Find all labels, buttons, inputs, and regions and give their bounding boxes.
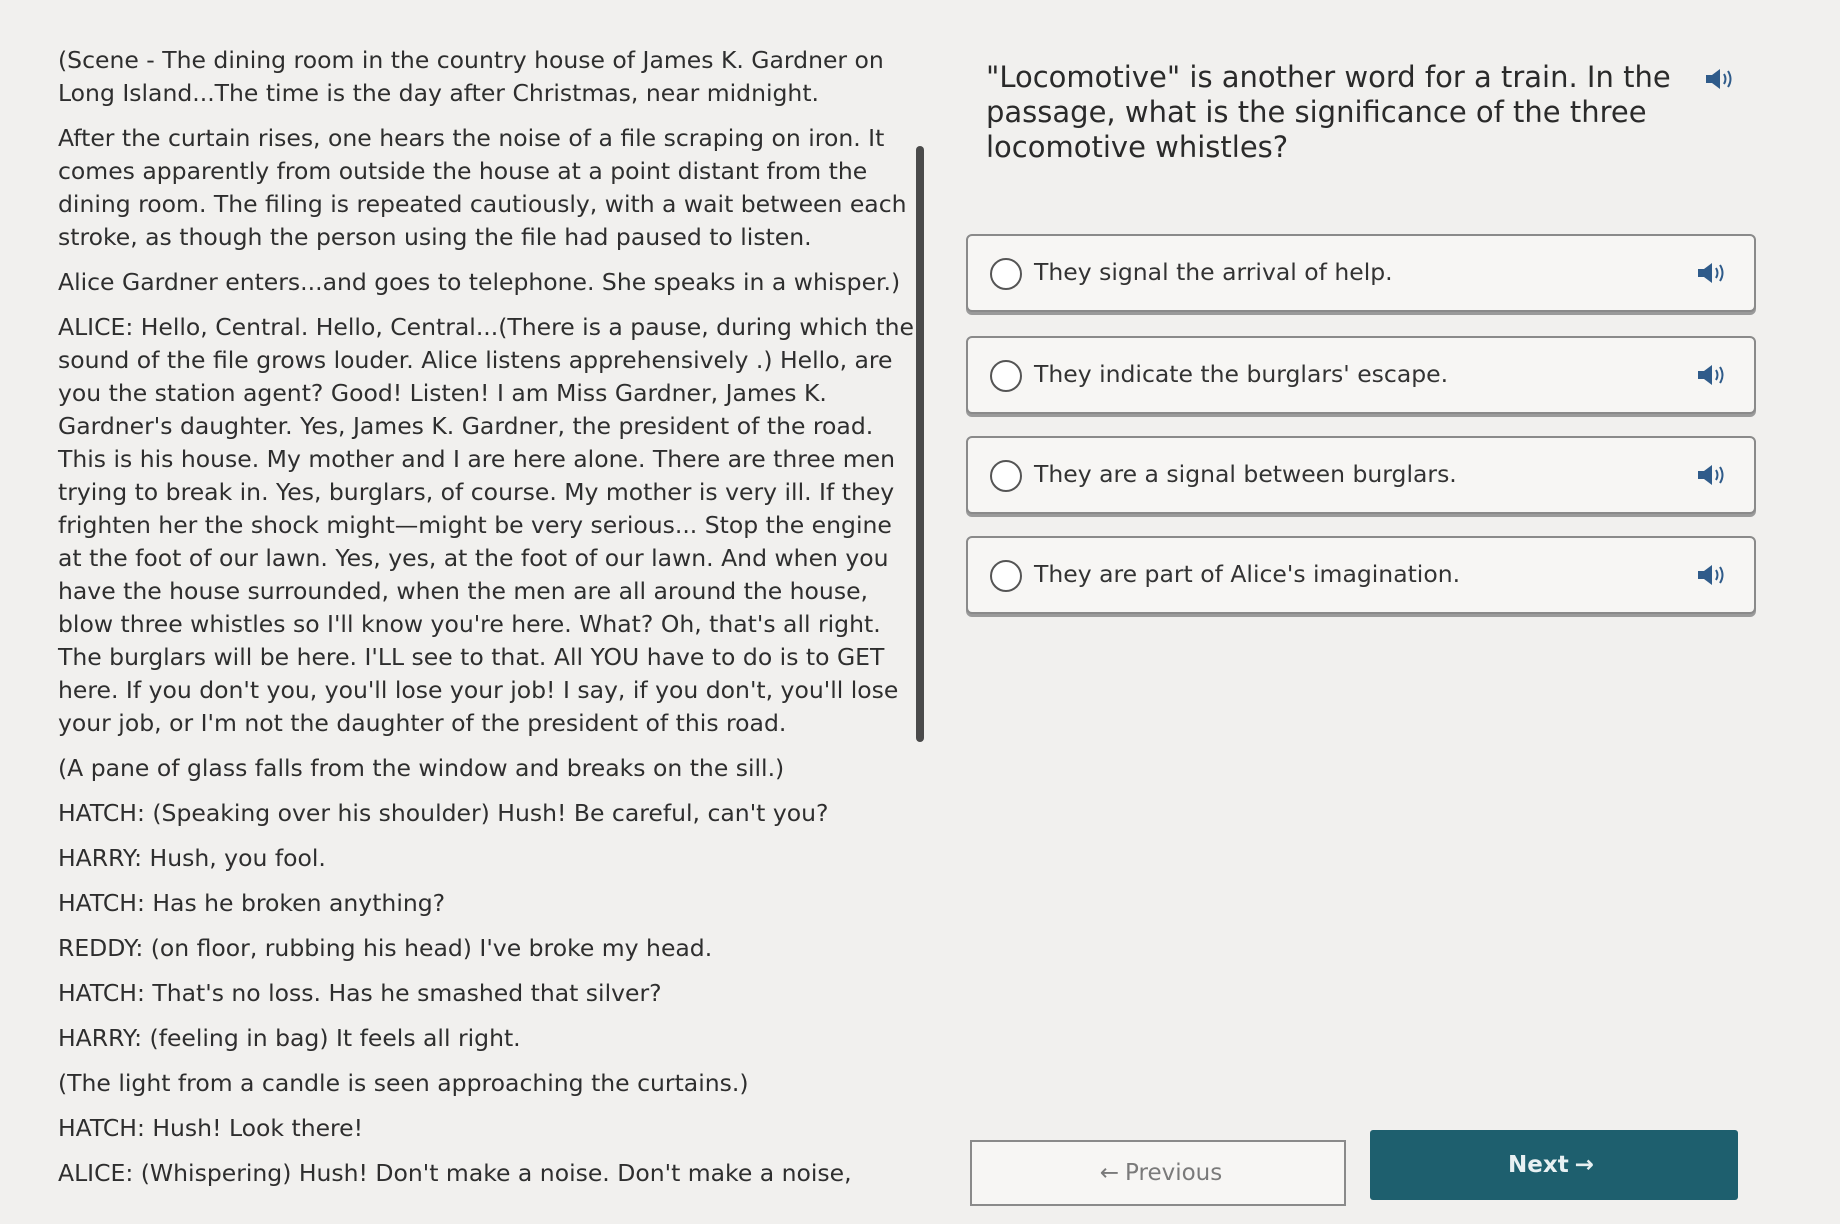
answer-label: They are part of Alice's imagination. [1034,560,1461,588]
radio-button[interactable] [990,460,1022,492]
passage-paragraph: (The light from a candle is seen approaching the curtains.) [58,1069,749,1097]
answer-option-1[interactable] [966,234,1756,312]
speaker-icon[interactable] [1696,462,1728,488]
radio-button[interactable] [990,560,1022,592]
passage-paragraph: HATCH: Has he broken anything? [58,889,446,917]
arrow-right-icon: → [1574,1152,1594,1178]
question-text: "Locomotive" is another word for a train. In the passage, what is the significance of the three locomotive whistles? [986,60,1671,164]
answer-option-2[interactable] [966,336,1756,414]
answer-option-3[interactable] [966,436,1756,514]
radio-button[interactable] [990,360,1022,392]
passage-paragraph: (A pane of glass falls from the window and breaks on the sill.) [58,754,785,782]
passage-paragraph: (Scene - The dining room in the country house of James K. Gardner on Long Island...The time is the day after Christmas, near midnight. [58,46,884,107]
answer-label: They are a signal between burglars. [1034,460,1457,488]
previous-button[interactable] [970,1140,1346,1206]
passage-paragraph: Alice Gardner enters...and goes to telephone. She speaks in a whisper.) [58,268,901,296]
radio-button[interactable] [990,258,1022,290]
speaker-icon[interactable] [1696,362,1728,388]
passage-paragraph: ALICE: (Whispering) Hush! Don't make a noise. Don't make a noise, [58,1159,852,1187]
arrow-left-icon: ← [1099,1160,1120,1186]
reading-passage [58,44,918,1202]
next-button[interactable] [1370,1130,1738,1200]
speaker-icon[interactable] [1696,562,1728,588]
answer-option-4[interactable] [966,536,1756,614]
answer-label: They indicate the burglars' escape. [1034,360,1449,388]
passage-paragraph: HATCH: Hush! Look there! [58,1114,364,1142]
answer-label: They signal the arrival of help. [1034,258,1393,286]
passage-paragraph: REDDY: (on floor, rubbing his head) I've broke my head. [58,934,713,962]
passage-paragraph: ALICE: Hello, Central. Hello, Central...(There is a pause, during which the sound of the file grows louder. Alice listens apprehensively .) Hello, are you the station agent? Good! Listen! I am Miss Gardner, James K. Gardner's daughter. Yes, James K. Gardner, the president of the road. This is his house. My mother and I are here alone. There are three men trying to break in. Yes, burglars, of course. My mother is very ill. If they frighten her the shock might—might be very serious... Stop the engine at the foot of our lawn. Yes, yes, at the foot of our lawn. And when you have the house surrounded, when the men are all around the house, blow three whistles so I'll know you're here. What? Oh, that's all right. The burglars will be here. I'LL see to that. All YOU have to do is to GET here. If you don't you, you'll lose your job! I say, if you don't, you'll lose your job, or I'm not the daughter of the president of this road. [58,313,914,737]
passage-paragraph: After the curtain rises, one hears the noise of a file scraping on iron. It comes apparently from outside the house at a point distant from the dining room. The filing is repeated cautiously, with a wait between each stroke, as though the person using the file had paused to listen. [58,124,907,251]
passage-paragraph: HATCH: (Speaking over his shoulder) Hush! Be careful, can't you? [58,799,829,827]
passage-scrollbar[interactable] [916,146,924,742]
previous-label: Previous [1125,1160,1223,1186]
passage-paragraph: HARRY: (feeling in bag) It feels all right. [58,1024,521,1052]
passage-paragraph: HARRY: Hush, you fool. [58,844,326,872]
next-label: Next [1508,1152,1569,1178]
speaker-icon[interactable] [1696,260,1728,286]
speaker-icon[interactable] [1704,66,1736,92]
passage-paragraph: HATCH: That's no loss. Has he smashed that silver? [58,979,662,1007]
